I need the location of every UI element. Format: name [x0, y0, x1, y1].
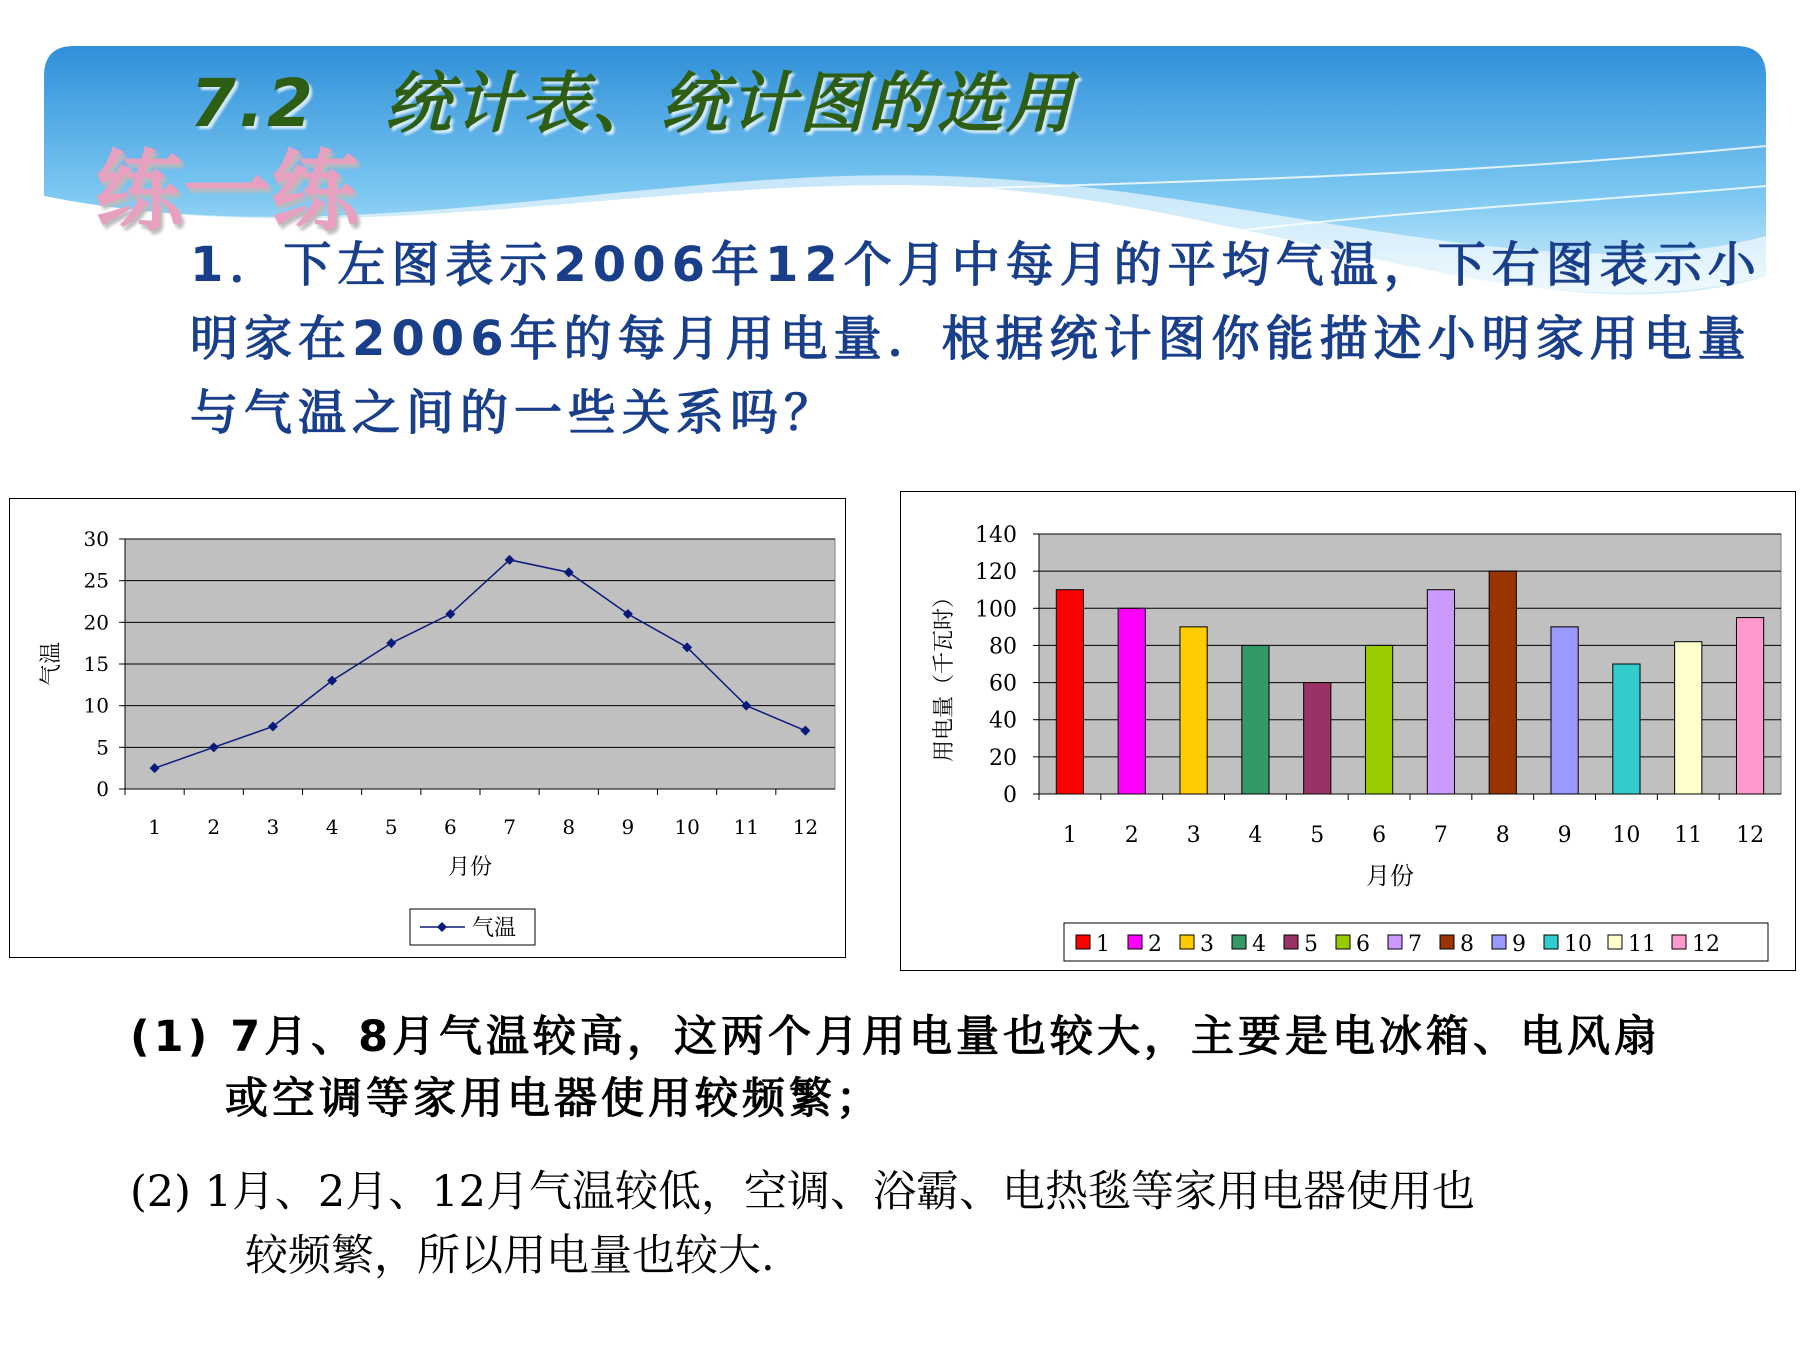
answer-1-line-1: (1) 7月、8月气温较高，这两个月用电量也较大，主要是电冰箱、电风扇	[130, 1012, 1662, 1062]
legend-label: 10	[1564, 932, 1592, 957]
legend-label: 7	[1408, 932, 1422, 957]
x-tick-label: 11	[1674, 823, 1703, 848]
temperature-chart-svg	[10, 499, 845, 957]
bar	[1304, 683, 1331, 794]
legend-label: 1	[1096, 932, 1110, 957]
legend-swatch	[1388, 935, 1402, 949]
legend-label: 2	[1148, 932, 1162, 957]
x-tick-label: 5	[1310, 823, 1325, 848]
x-tick-label: 10	[1612, 823, 1641, 848]
y-tick-label: 40	[989, 708, 1017, 734]
x-axis-label: 月份	[447, 855, 493, 880]
x-tick-label: 4	[325, 815, 339, 839]
x-tick-label: 6	[444, 815, 457, 839]
legend-label: 5	[1304, 932, 1318, 957]
x-tick-label: 4	[1248, 823, 1263, 848]
bar	[1675, 642, 1702, 794]
x-tick-label: 2	[1124, 823, 1139, 848]
y-tick-label: 25	[83, 568, 109, 593]
legend-swatch	[1128, 935, 1142, 949]
x-tick-label: 10	[674, 815, 700, 839]
bar	[1613, 664, 1640, 794]
legend-label: 4	[1252, 932, 1266, 957]
bar	[1056, 590, 1083, 794]
x-tick-label: 12	[1736, 823, 1765, 848]
plot-area	[1039, 534, 1781, 794]
y-tick-label: 80	[989, 634, 1017, 660]
legend-swatch	[1608, 935, 1622, 949]
legend-label: 气温	[472, 916, 517, 941]
legend-swatch	[1232, 935, 1246, 949]
x-tick-label: 11	[733, 815, 759, 839]
answer-2-line-2: 较频繁，所以用电量也较大.	[245, 1231, 775, 1281]
x-tick-label: 1	[1062, 823, 1077, 848]
x-tick-label: 12	[792, 815, 819, 839]
x-tick-label: 7	[503, 815, 516, 839]
legend-swatch	[1180, 935, 1194, 949]
bar	[1180, 627, 1207, 794]
y-tick-label: 120	[975, 560, 1017, 586]
x-tick-label: 8	[562, 815, 576, 839]
y-tick-label: 100	[975, 597, 1017, 623]
y-tick-label: 30	[83, 527, 109, 551]
x-tick-label: 8	[1495, 823, 1510, 848]
legend-label: 6	[1356, 932, 1370, 957]
legend-swatch	[1284, 935, 1298, 949]
answer-1-line-2: 或空调等家用电器使用较频繁；	[225, 1074, 883, 1124]
bar	[1551, 627, 1578, 794]
y-tick-label: 15	[83, 652, 109, 676]
legend-swatch	[1672, 935, 1686, 949]
x-tick-label: 1	[148, 815, 161, 839]
legend-label: 11	[1628, 932, 1656, 957]
temperature-line-chart	[9, 498, 846, 958]
y-tick-label: 20	[83, 610, 109, 635]
y-tick-label: 0	[96, 777, 109, 801]
bar	[1242, 645, 1269, 794]
x-tick-label: 7	[1433, 823, 1448, 848]
question-text: 1．下左图表示2006年12个月中每月的平均气温，下右图表示小明家在2006年的每月用电量．根据统计图你能描述小明家用电量与气温之间的一些关系吗？	[190, 237, 1762, 441]
y-tick-label: 140	[975, 523, 1017, 548]
y-tick-label: 0	[1003, 783, 1017, 808]
legend-swatch	[1440, 935, 1454, 949]
x-tick-label: 9	[1557, 823, 1572, 848]
y-axis-label: 用电量（千瓦时）	[932, 585, 957, 763]
legend-swatch	[1544, 935, 1558, 949]
bar	[1365, 645, 1392, 794]
y-tick-label: 5	[96, 735, 109, 760]
bar	[1736, 618, 1763, 794]
legend-swatch	[1076, 935, 1090, 949]
electricity-bar-chart	[900, 491, 1796, 971]
bar	[1489, 571, 1516, 794]
x-tick-label: 9	[621, 815, 635, 839]
bar	[1118, 608, 1145, 794]
legend-swatch	[1492, 935, 1506, 949]
y-tick-label: 60	[989, 671, 1017, 697]
y-tick-label: 20	[989, 745, 1017, 771]
legend-label: 12	[1692, 932, 1720, 957]
x-tick-label: 3	[266, 815, 280, 839]
legend-label: 3	[1200, 932, 1214, 957]
answer-2-line-1: (2) 1月、2月、12月气温较低，空调、浴霸、电热毯等家用电器使用也	[130, 1167, 1476, 1217]
x-tick-label: 6	[1372, 823, 1387, 848]
y-tick-label: 10	[83, 693, 109, 718]
electricity-chart-svg	[901, 492, 1795, 970]
slide-title: 7.2 统计表、统计图的选用	[190, 65, 1075, 142]
bar	[1427, 590, 1454, 794]
legend-label: 9	[1512, 932, 1526, 957]
x-tick-label: 2	[207, 815, 221, 839]
legend-swatch	[1336, 935, 1350, 949]
legend-label: 8	[1460, 932, 1474, 957]
x-tick-label: 3	[1186, 823, 1201, 848]
x-axis-label: 月份	[1366, 862, 1414, 890]
y-axis-label: 气温	[39, 641, 64, 687]
x-tick-label: 5	[384, 815, 398, 839]
practice-label: 练一练	[95, 139, 360, 243]
